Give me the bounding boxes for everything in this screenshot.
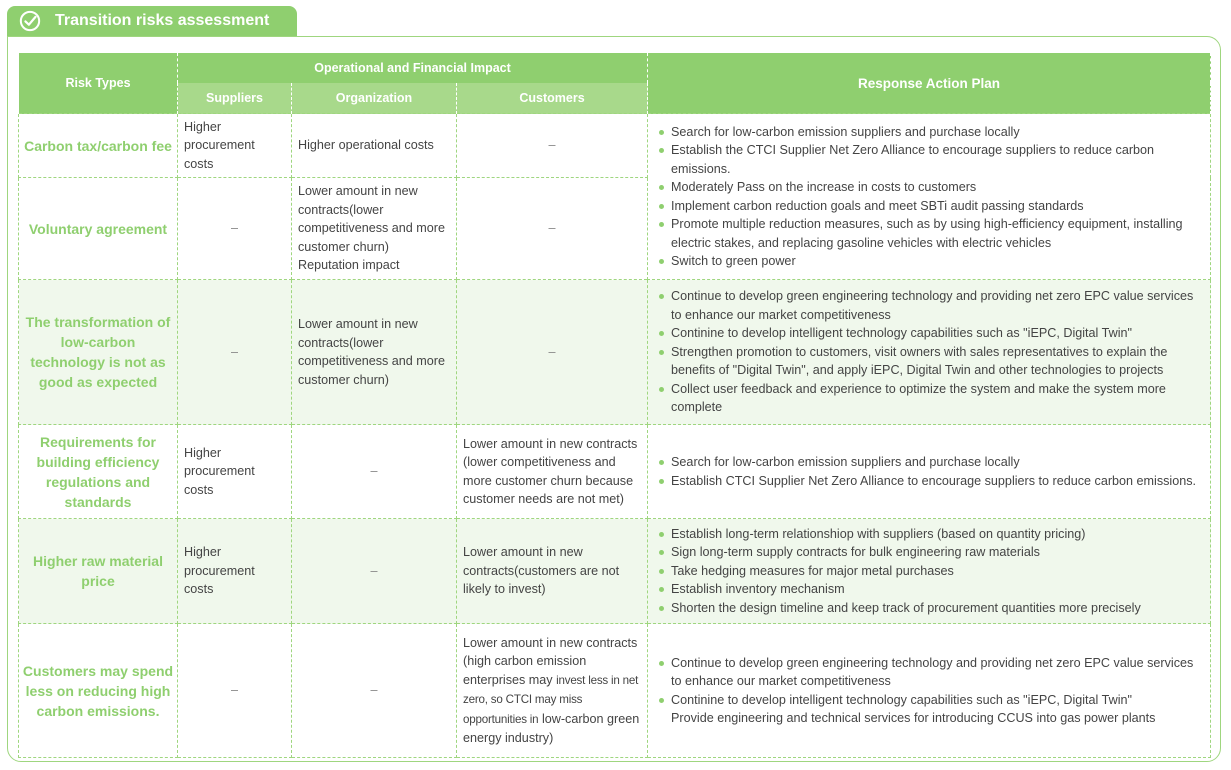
header-customers: Customers (457, 83, 648, 114)
list-item: Switch to green power (665, 252, 1204, 271)
response-action-plan (648, 624, 1211, 758)
list-item: Continine to develop intelligent technology capabilities such as "iEPC, Digital Twin" (665, 324, 1204, 343)
list-item: Continue to develop green engineering technology and providing net zero EPC value services to enhance our market competitiveness (665, 654, 1204, 691)
customers-impact: – (457, 114, 648, 178)
list-item: Search for low-carbon emission suppliers and purchase locally (665, 453, 1204, 472)
response-action-plan (648, 519, 1211, 624)
action-list (654, 287, 1204, 417)
list-item: Implement carbon reduction goals and meet SBTi audit passing standards (665, 197, 1204, 216)
list-item: Promote multiple reduction measures, such as by using high-efficiency equipment, installing electric stakes, and replacing gasoline vehicles with electric vehicles (665, 215, 1204, 252)
suppliers-impact: – (178, 624, 292, 758)
risk-type: Carbon tax/carbon fee (19, 114, 178, 178)
suppliers-impact: Higher procurement costs (178, 114, 292, 178)
list-item: Strengthen promotion to customers, visit owners with sales representatives to explain the benefits of "Digital Twin", and apply iEPC, Digital Twin and other technologies to projects (665, 343, 1204, 380)
organization-impact: Lower amount in new contracts(lower competitiveness and more customer churn) Reputation impact (292, 178, 457, 280)
section-tab (7, 6, 297, 36)
organization-impact: – (292, 519, 457, 624)
risk-type: Voluntary agreement (19, 178, 178, 280)
list-item: Shorten the design timeline and keep track of procurement quantities more precisely (665, 599, 1204, 618)
action-list (654, 654, 1204, 728)
list-item: Take hedging measures for major metal purchases (665, 562, 1204, 581)
risk-type: The transformation of low-carbon technology is not as good as expected (19, 280, 178, 425)
customers-impact (457, 624, 648, 758)
response-action-plan (648, 114, 1211, 280)
suppliers-impact: – (178, 280, 292, 425)
suppliers-impact: Higher procurement costs (178, 425, 292, 519)
table-row (19, 519, 1211, 624)
list-item: Search for low-carbon emission suppliers and purchase locally (665, 123, 1204, 142)
list-item: Collect user feedback and experience to optimize the system and make the system more complete (665, 380, 1204, 417)
risk-type: Higher raw material price (19, 519, 178, 624)
list-item: Continine to develop intelligent technology capabilities such as "iEPC, Digital Twin" (665, 691, 1204, 710)
customers-impact-line: low-carbon green energy industry) (463, 711, 640, 745)
response-action-plan (648, 280, 1211, 425)
table-row (19, 425, 1211, 519)
risk-type: Customers may spend less on reducing high carbon emissions. (19, 624, 178, 758)
customers-impact-line: invest less in net zero, so CTCI may miss opportunities in (463, 673, 639, 726)
suppliers-impact: Higher procurement costs (178, 519, 292, 624)
list-item: Continue to develop green engineering technology and providing net zero EPC value services to enhance our market competitiveness (665, 287, 1204, 324)
table-row (19, 114, 1211, 178)
header-response-action-plan: Response Action Plan (648, 53, 1211, 114)
list-item: Sign long-term supply contracts for bulk engineering raw materials (665, 543, 1204, 562)
suppliers-impact: – (178, 178, 292, 280)
organization-impact: – (292, 425, 457, 519)
organization-impact: – (292, 624, 457, 758)
customers-impact: Lower amount in new contracts (lower competitiveness and more customer churn because customer needs are not met) (457, 425, 648, 519)
risk-table (18, 53, 1211, 758)
list-item: Establish long-term relationshiop with suppliers (based on quantity pricing) (665, 525, 1204, 544)
check-circle-icon (19, 10, 41, 32)
customers-impact-line: Lower amount in new contracts (high carbon emission enterprises may (463, 635, 638, 687)
header-suppliers: Suppliers (178, 83, 292, 114)
organization-impact: Higher operational costs (292, 114, 457, 178)
table-row (19, 624, 1211, 758)
customers-impact: – (457, 178, 648, 280)
customers-impact: – (457, 280, 648, 425)
list-item: Establish inventory mechanism (665, 580, 1204, 599)
action-list (654, 525, 1204, 618)
header-impact-group: Operational and Financial Impact (178, 53, 648, 83)
list-item: Establish the CTCI Supplier Net Zero Alliance to encourage suppliers to reduce carbon emissions. (665, 141, 1204, 178)
customers-impact: Lower amount in new contracts(customers are not likely to invest) (457, 519, 648, 624)
response-action-plan (648, 425, 1211, 519)
risk-type: Requirements for building efficiency regulations and standards (19, 425, 178, 519)
table-row (19, 280, 1211, 425)
header-risk-types: Risk Types (19, 53, 178, 114)
section-title: Transition risks assessment (55, 12, 270, 29)
header-organization: Organization (292, 83, 457, 114)
list-item: Provide engineering and technical services for introducing CCUS into gas power plants (671, 711, 1156, 725)
list-item: Establish CTCI Supplier Net Zero Alliance to encourage suppliers to reduce carbon emissions. (665, 472, 1204, 491)
list-item: Moderately Pass on the increase in costs to customers (665, 178, 1204, 197)
action-list (654, 123, 1204, 271)
action-list (654, 453, 1204, 490)
organization-impact: Lower amount in new contracts(lower competitiveness and more customer churn) (292, 280, 457, 425)
